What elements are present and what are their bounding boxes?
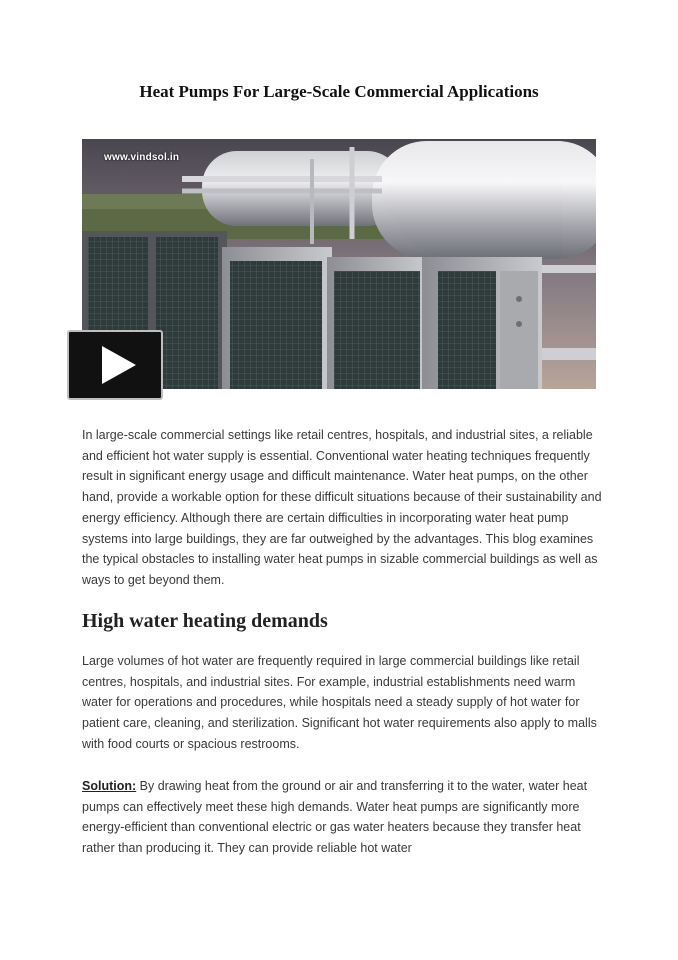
solution-paragraph — [82, 776, 602, 859]
watermark-text: www.vindsol.in — [104, 152, 180, 163]
intro-paragraph: In large-scale commercial settings like retail centres, hospitals, and industrial sites, a reliable and efficient hot water supply is essential. Conventional water heating techniques frequently result in significant energy usage and difficult maintenance. Water heat pumps, on the other hand, provide a workable option for these difficult situations because of their sustainability and energy efficiency. Although there are certain difficulties in incorporating water heat pump systems into large buildings, they are far outweighed by the advantages. This blog examines the typical obstacles to installing water heat pumps in sizable commercial buildings as well as ways to get beyond them. — [82, 428, 602, 587]
section-heading: High water heating demands — [82, 610, 328, 632]
section-paragraph: Large volumes of hot water are frequently required in large commercial buildings like retail centres, hospitals, and industrial sites. For example, industrial establishments need warm water for operations and procedures, while hospitals need a steady supply of hot water for patient care, cleaning, and sterilization. Significant hot water requirements also apply to malls with food courts or spacious restrooms. — [82, 654, 597, 751]
document-title: Heat Pumps For Large-Scale Commercial Applications — [139, 82, 539, 101]
play-icon — [98, 346, 136, 384]
solution-label: Solution: — [82, 779, 137, 793]
solution-text: By drawing heat from the ground or air and transferring it to the water, water heat pumps can effectively meet these high demands. Water heat pumps are significantly more energy-efficient than conventional electric or gas water heaters because they transfer heat rather than producing it. They can provide reliable hot water — [82, 779, 588, 856]
video-play-button[interactable] — [67, 330, 163, 400]
